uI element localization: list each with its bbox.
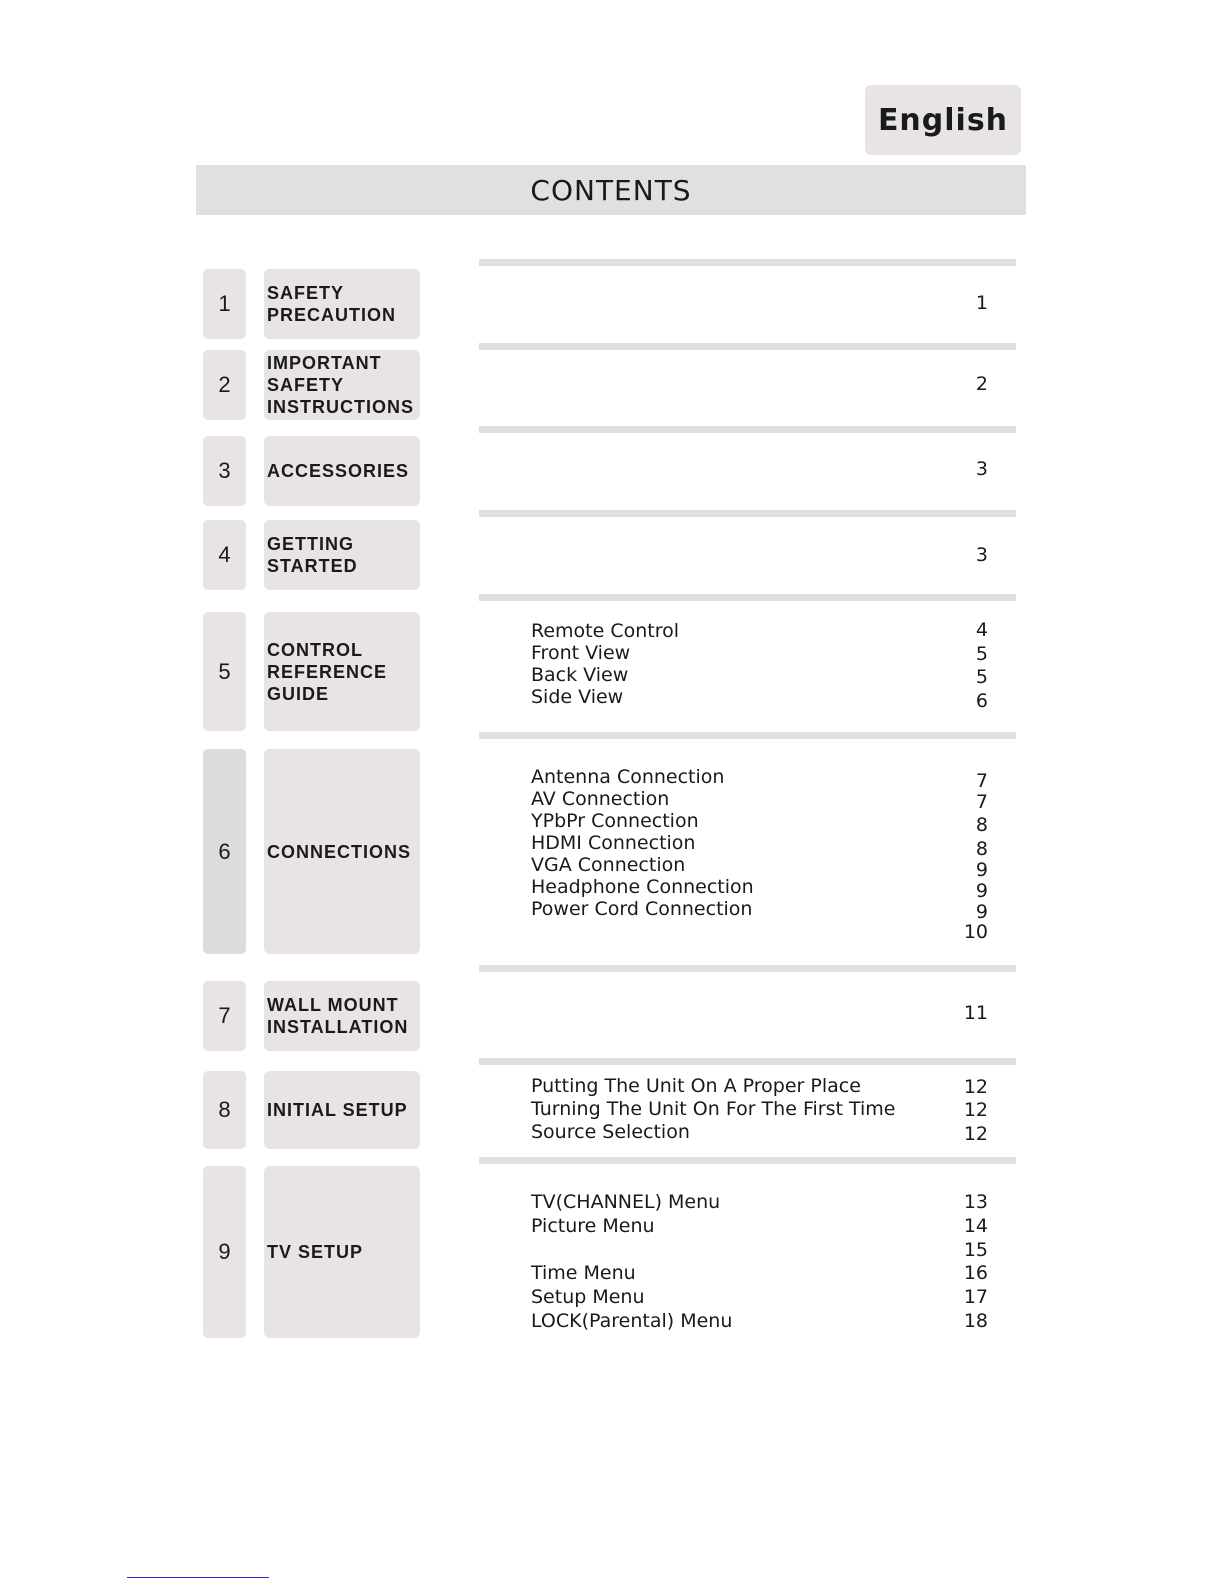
section-divider <box>479 343 1016 350</box>
toc-entry[interactable]: Source Selection <box>531 1121 690 1143</box>
section-title <box>264 612 420 731</box>
section-title-line: STARTED <box>267 556 358 576</box>
page-number: 12 <box>963 1123 988 1145</box>
page-number: 10 <box>963 921 988 943</box>
section-title <box>264 520 420 590</box>
section-number: 9 <box>203 1166 246 1338</box>
page-number: 7 <box>975 791 988 813</box>
toc-entry[interactable]: Putting The Unit On A Proper Place <box>531 1075 861 1097</box>
page-number: 18 <box>963 1310 988 1332</box>
toc-entry[interactable]: Front View <box>531 642 631 664</box>
section-divider <box>479 732 1016 739</box>
section-title <box>264 1071 420 1149</box>
section-title-line: INSTALLATION <box>267 1017 409 1037</box>
page-number: 2 <box>975 373 988 395</box>
section-number: 4 <box>203 520 246 590</box>
section-title <box>264 269 420 339</box>
toc-entry[interactable]: AV Connection <box>531 788 670 810</box>
page-number: 17 <box>963 1286 988 1308</box>
section-number: 2 <box>203 350 246 420</box>
page-number: 3 <box>975 544 988 566</box>
page-number: 15 <box>963 1239 988 1261</box>
section-number: 6 <box>203 749 246 954</box>
section-title-line: PRECAUTION <box>267 305 397 325</box>
page-number: 16 <box>963 1262 988 1284</box>
page-number: 1 <box>975 292 988 314</box>
toc-entry[interactable]: TV(CHANNEL) Menu <box>531 1191 721 1213</box>
section-divider <box>479 965 1016 972</box>
page-number: 11 <box>963 1002 988 1024</box>
page-number: 4 <box>975 619 988 641</box>
contents-title-bar: CONTENTS <box>196 165 1026 215</box>
toc-entry[interactable]: Time Menu <box>531 1262 636 1284</box>
section-title-line: INSTRUCTIONS <box>267 397 414 417</box>
section-title-line: TV SETUP <box>267 1242 364 1262</box>
page-number: 5 <box>975 666 988 688</box>
section-divider <box>479 259 1016 266</box>
section-title-line: CONTROL <box>267 639 363 660</box>
toc-entry[interactable]: Back View <box>531 664 629 686</box>
section-title <box>264 436 420 506</box>
page-number: 6 <box>975 690 988 712</box>
section-divider <box>479 1058 1016 1065</box>
section-title <box>264 749 420 954</box>
section-number: 3 <box>203 436 246 506</box>
section-number: 8 <box>203 1071 246 1149</box>
page-number: 7 <box>975 770 988 792</box>
toc-entry[interactable]: Antenna Connection <box>531 766 725 788</box>
page-number: 9 <box>975 859 988 881</box>
toc-entry[interactable]: YPbPr Connection <box>531 810 699 832</box>
page-number: 8 <box>975 814 988 836</box>
section-title-line: SAFETY <box>267 283 345 303</box>
section-divider <box>479 426 1016 433</box>
section-title <box>264 350 420 420</box>
section-title-line: REFERENCE <box>267 661 388 682</box>
page-number: 12 <box>963 1076 988 1098</box>
section-title-line: CONNECTIONS <box>267 841 412 862</box>
page-number: 14 <box>963 1215 988 1237</box>
toc-entry[interactable]: Setup Menu <box>531 1286 645 1308</box>
section-title <box>264 981 420 1051</box>
section-number: 7 <box>203 981 246 1051</box>
section-title-line: WALL MOUNT <box>267 995 399 1015</box>
toc-entry[interactable]: LOCK(Parental) Menu <box>531 1310 733 1332</box>
section-title-line: ACCESSORIES <box>267 461 410 481</box>
section-divider <box>479 594 1016 601</box>
section-divider <box>479 1157 1016 1164</box>
toc-entry[interactable]: Headphone Connection <box>531 876 754 898</box>
toc-entry[interactable]: Remote Control <box>531 620 680 642</box>
page-number: 8 <box>975 838 988 860</box>
footer-rule <box>127 1577 269 1578</box>
page-number: 13 <box>963 1191 988 1213</box>
page-number: 9 <box>975 880 988 902</box>
toc-entry[interactable]: HDMI Connection <box>531 832 696 854</box>
section-title <box>264 1166 420 1338</box>
page-number: 3 <box>975 458 988 480</box>
toc-entry[interactable]: Turning The Unit On For The First Time <box>531 1098 896 1120</box>
page-number: 12 <box>963 1099 988 1121</box>
section-title-line: INITIAL SETUP <box>267 1100 408 1120</box>
language-tab: English <box>865 85 1021 155</box>
page-number: 9 <box>975 901 988 923</box>
toc-entry[interactable]: Power Cord Connection <box>531 898 753 920</box>
section-title-line: IMPORTANT <box>267 353 382 373</box>
page-number: 5 <box>975 643 988 665</box>
toc-entry[interactable]: VGA Connection <box>531 854 686 876</box>
section-title-line: GUIDE <box>267 683 330 704</box>
section-title-line: SAFETY <box>267 375 345 395</box>
section-divider <box>479 510 1016 517</box>
toc-entry[interactable]: Side View <box>531 686 624 708</box>
toc-entry[interactable]: Picture Menu <box>531 1215 655 1237</box>
section-number: 5 <box>203 612 246 731</box>
section-title-line: GETTING <box>267 534 354 554</box>
section-number: 1 <box>203 269 246 339</box>
